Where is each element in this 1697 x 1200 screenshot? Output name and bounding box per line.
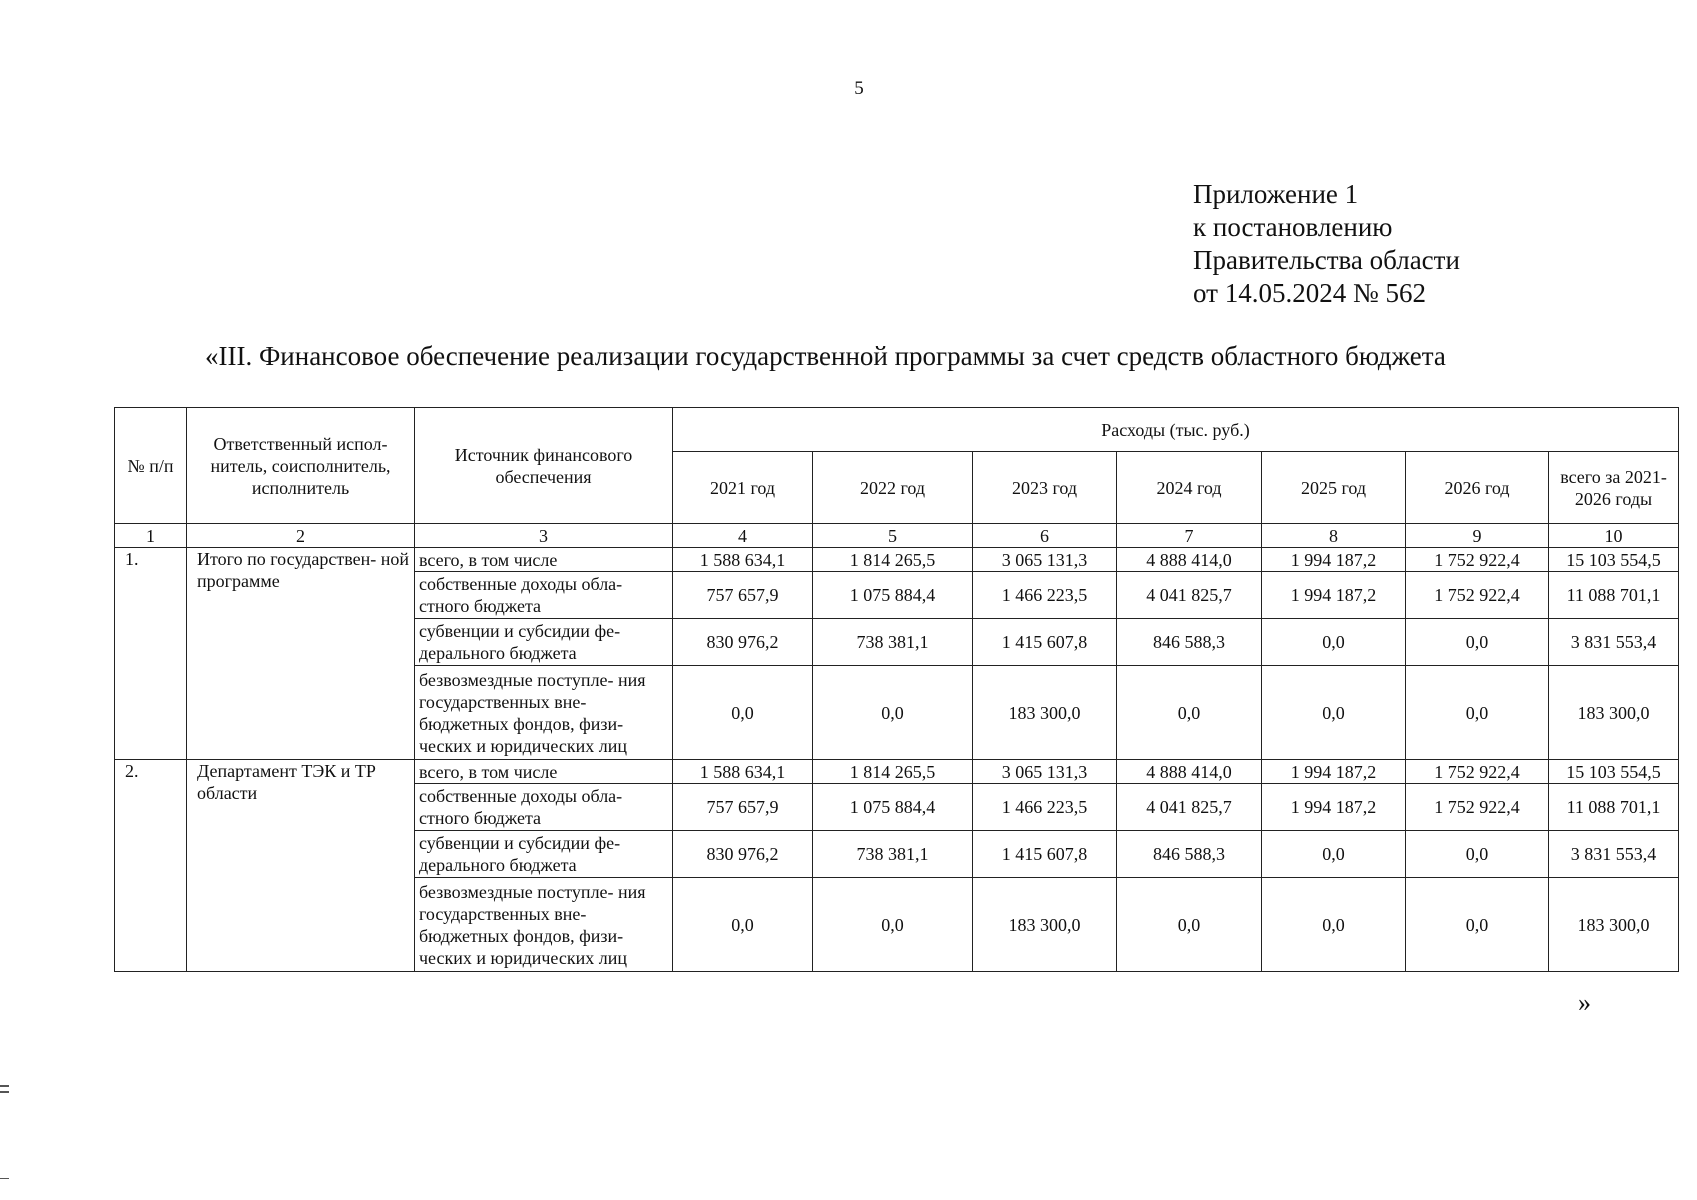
total-value: 11 088 701,1 [1549,572,1679,619]
funding-source: субвенции и субсидии фе- дерального бюджета [415,619,673,666]
expense-value: 0,0 [1262,831,1406,878]
expense-value: 1 588 634,1 [673,760,813,784]
column-number: 7 [1117,524,1262,548]
expense-value: 846 588,3 [1117,831,1262,878]
header-expenses: Расходы (тыс. руб.) [673,408,1679,452]
column-number: 3 [415,524,673,548]
expense-value: 757 657,9 [673,784,813,831]
column-number: 2 [187,524,415,548]
expense-value: 0,0 [813,878,973,972]
funding-source: субвенции и субсидии фе- дерального бюджета [415,831,673,878]
responsible-executor: Итого по государствен- ной программе [187,548,415,760]
header-responsible: Ответственный испол- нитель, соисполнитель, исполнитель [187,408,415,524]
row-number: 1. [115,548,187,760]
expense-value: 1 588 634,1 [673,548,813,572]
expense-value: 0,0 [1262,878,1406,972]
closing-quote: » [1578,988,1591,1017]
expense-value: 1 994 187,2 [1262,548,1406,572]
expense-value: 0,0 [1262,619,1406,666]
appendix-line: от 14.05.2024 № 562 [1193,278,1426,308]
column-number: 9 [1406,524,1549,548]
header-year: 2022 год [813,452,973,524]
header-total: всего за 2021-2026 годы [1549,452,1679,524]
responsible-executor: Департамент ТЭК и ТР области [187,760,415,972]
financing-table [114,407,1679,972]
expense-value: 3 065 131,3 [973,760,1117,784]
expense-value: 1 752 922,4 [1406,572,1549,619]
total-value: 183 300,0 [1549,666,1679,760]
column-number: 4 [673,524,813,548]
header-year: 2023 год [973,452,1117,524]
scan-artifact [0,1085,9,1087]
expense-value: 0,0 [1406,878,1549,972]
total-value: 15 103 554,5 [1549,760,1679,784]
funding-source: безвозмездные поступле- ния государственных вне- бюджетных фондов, физи- ческих и юридических лиц [415,666,673,760]
expense-value: 1 814 265,5 [813,760,973,784]
funding-source: всего, в том числе [415,548,673,572]
funding-source: всего, в том числе [415,760,673,784]
expense-value: 757 657,9 [673,572,813,619]
expense-value: 0,0 [1262,666,1406,760]
table-row [115,548,1679,572]
appendix-line: Правительства области [1193,245,1460,275]
header-year: 2026 год [1406,452,1549,524]
column-number: 6 [973,524,1117,548]
expense-value: 0,0 [813,666,973,760]
column-number: 5 [813,524,973,548]
expense-value: 183 300,0 [973,666,1117,760]
header-year: 2025 год [1262,452,1406,524]
expense-value: 3 065 131,3 [973,548,1117,572]
expense-value: 1 415 607,8 [973,831,1117,878]
expense-value: 1 466 223,5 [973,572,1117,619]
total-value: 11 088 701,1 [1549,784,1679,831]
expense-value: 4 041 825,7 [1117,784,1262,831]
table-row [115,760,1679,784]
expense-value: 1 466 223,5 [973,784,1117,831]
appendix-line: Приложение 1 [1193,179,1359,209]
header-year: 2021 год [673,452,813,524]
expense-value: 1 752 922,4 [1406,784,1549,831]
funding-source: собственные доходы обла- стного бюджета [415,572,673,619]
appendix-block [1193,178,1460,310]
expense-value: 1 994 187,2 [1262,760,1406,784]
expense-value: 4 888 414,0 [1117,548,1262,572]
expense-value: 1 752 922,4 [1406,548,1549,572]
expense-value: 1 752 922,4 [1406,760,1549,784]
row-number: 2. [115,760,187,972]
expense-value: 1 994 187,2 [1262,572,1406,619]
section-title: «III. Финансовое обеспечение реализации государственной программы за счет средств областного бюджета [205,341,1446,371]
expense-value: 830 976,2 [673,831,813,878]
expense-value: 4 888 414,0 [1117,760,1262,784]
expense-value: 183 300,0 [973,878,1117,972]
expense-value: 0,0 [1406,619,1549,666]
expense-value: 0,0 [673,878,813,972]
expense-value: 0,0 [1406,666,1549,760]
expense-value: 1 994 187,2 [1262,784,1406,831]
expense-value: 0,0 [1117,666,1262,760]
expense-value: 738 381,1 [813,619,973,666]
expense-value: 846 588,3 [1117,619,1262,666]
total-value: 3 831 553,4 [1549,619,1679,666]
expense-value: 0,0 [673,666,813,760]
funding-source: собственные доходы обла- стного бюджета [415,784,673,831]
scan-artifact [0,1091,9,1093]
expense-value: 1 075 884,4 [813,784,973,831]
expense-value: 1 075 884,4 [813,572,973,619]
total-value: 183 300,0 [1549,878,1679,972]
header-year: 2024 год [1117,452,1262,524]
funding-source: безвозмездные поступле- ния государственных вне- бюджетных фондов, физи- ческих и юридических лиц [415,878,673,972]
column-number: 8 [1262,524,1406,548]
appendix-line: к постановлению [1193,212,1393,242]
page-number: 5 [854,78,864,99]
expense-value: 1 415 607,8 [973,619,1117,666]
total-value: 15 103 554,5 [1549,548,1679,572]
expense-value: 1 814 265,5 [813,548,973,572]
header-no: № п/п [115,408,187,524]
expense-value: 830 976,2 [673,619,813,666]
scan-artifact [0,1178,9,1179]
expense-value: 738 381,1 [813,831,973,878]
expense-value: 4 041 825,7 [1117,572,1262,619]
column-number: 1 [115,524,187,548]
column-number: 10 [1549,524,1679,548]
expense-value: 0,0 [1406,831,1549,878]
total-value: 3 831 553,4 [1549,831,1679,878]
header-source: Источник финансового обеспечения [415,408,673,524]
expense-value: 0,0 [1117,878,1262,972]
